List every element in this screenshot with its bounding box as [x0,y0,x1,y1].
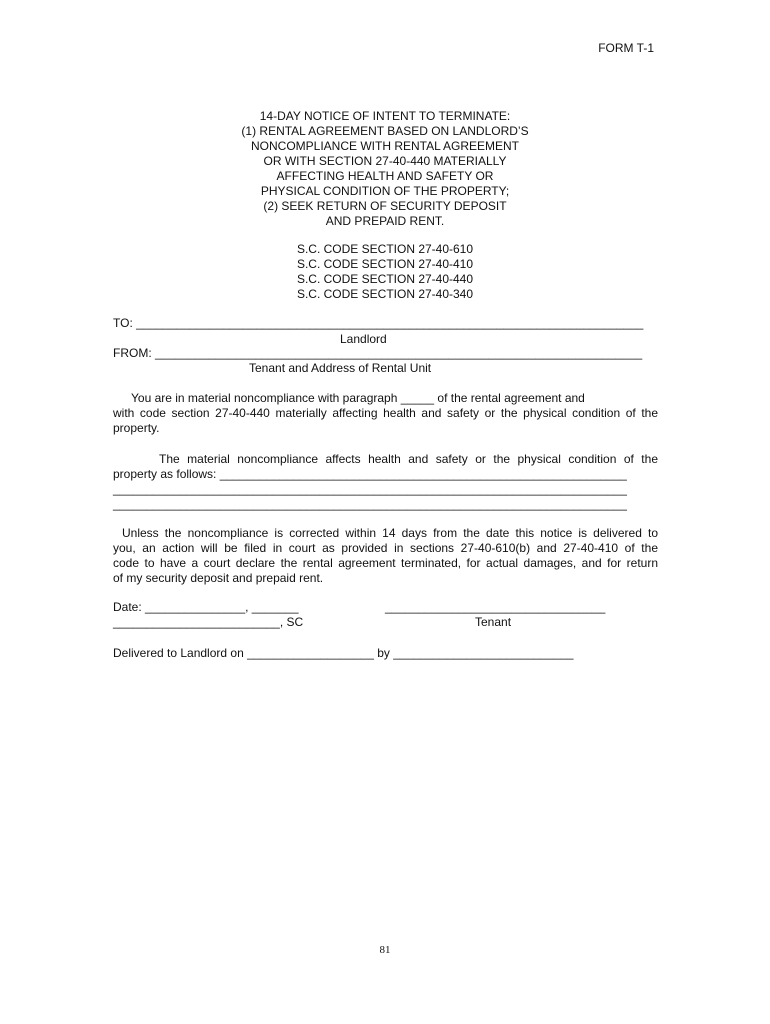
notice-title [0,109,770,229]
health-safety-paragraph [113,452,658,512]
landlord-caption: Landlord [340,332,387,346]
tenant-caption: Tenant [475,615,512,629]
code-section: S.C. CODE SECTION 27-40-340 [296,287,474,301]
paragraph-line: you, an action will be filed in court as provided in sections 27-40-610(b) and 27-40-410 of the [113,541,658,555]
paragraph-line: property. [113,421,160,435]
date-line: Date: _______________, _______ [113,600,299,614]
paragraph-line: Unless the noncompliance is corrected within 14 days from the date this notice is delivered to [122,526,658,540]
title-line: PHYSICAL CONDITION OF THE PROPERTY; [260,184,510,198]
tenant-address-caption: Tenant and Address of Rental Unit [249,361,432,375]
paragraph-line: _____________________________________________________________________________ [113,482,627,496]
title-line: AND PREPAID RENT. [325,214,445,228]
noncompliance-paragraph [113,391,658,436]
code-sections [0,242,770,302]
warning-paragraph [113,526,658,586]
title-line: OR WITH SECTION 27-40-440 MATERIALLY [263,154,507,168]
paragraph-line: You are in material noncompliance with paragraph _____ of the rental agreement and [131,391,585,405]
paragraph-line: _____________________________________________________________________________ [113,497,627,511]
paragraph-line: property as follows: _____________________________________________________________ [113,467,627,481]
delivery-line: Delivered to Landlord on ___________________ by ___________________________ [113,646,574,660]
title-line: NONCOMPLIANCE WITH RENTAL AGREEMENT [250,139,520,153]
paragraph-line: The material noncompliance affects health and safety or the physical condition of the [159,452,658,466]
from-line: FROM: _________________________________________________________________________ [113,346,643,360]
code-section: S.C. CODE SECTION 27-40-440 [296,272,474,286]
location-line: _________________________, SC [113,615,304,629]
tenant-signature-line: _________________________________ [385,600,606,614]
title-line: (2) SEEK RETURN OF SECURITY DEPOSIT [263,199,507,213]
paragraph-line: of my security deposit and prepaid rent. [113,571,324,585]
code-section: S.C. CODE SECTION 27-40-610 [296,242,474,256]
title-line: 14-DAY NOTICE OF INTENT TO TERMINATE: [259,109,511,123]
title-line: (1) RENTAL AGREEMENT BASED ON LANDLORD’S [241,124,529,138]
code-section: S.C. CODE SECTION 27-40-410 [296,257,474,271]
title-line: AFFECTING HEALTH AND SAFETY OR [276,169,494,183]
page-number: 81 [379,944,391,956]
paragraph-line: with code section 27-40-440 materially affecting health and safety or the physical condition of the [113,406,658,420]
paragraph-line: code to have a court declare the rental agreement terminated, for actual damages, and for return [113,556,658,570]
to-line: TO: ____________________________________________________________________________ [113,316,644,330]
form-id: FORM T-1 [598,41,654,55]
